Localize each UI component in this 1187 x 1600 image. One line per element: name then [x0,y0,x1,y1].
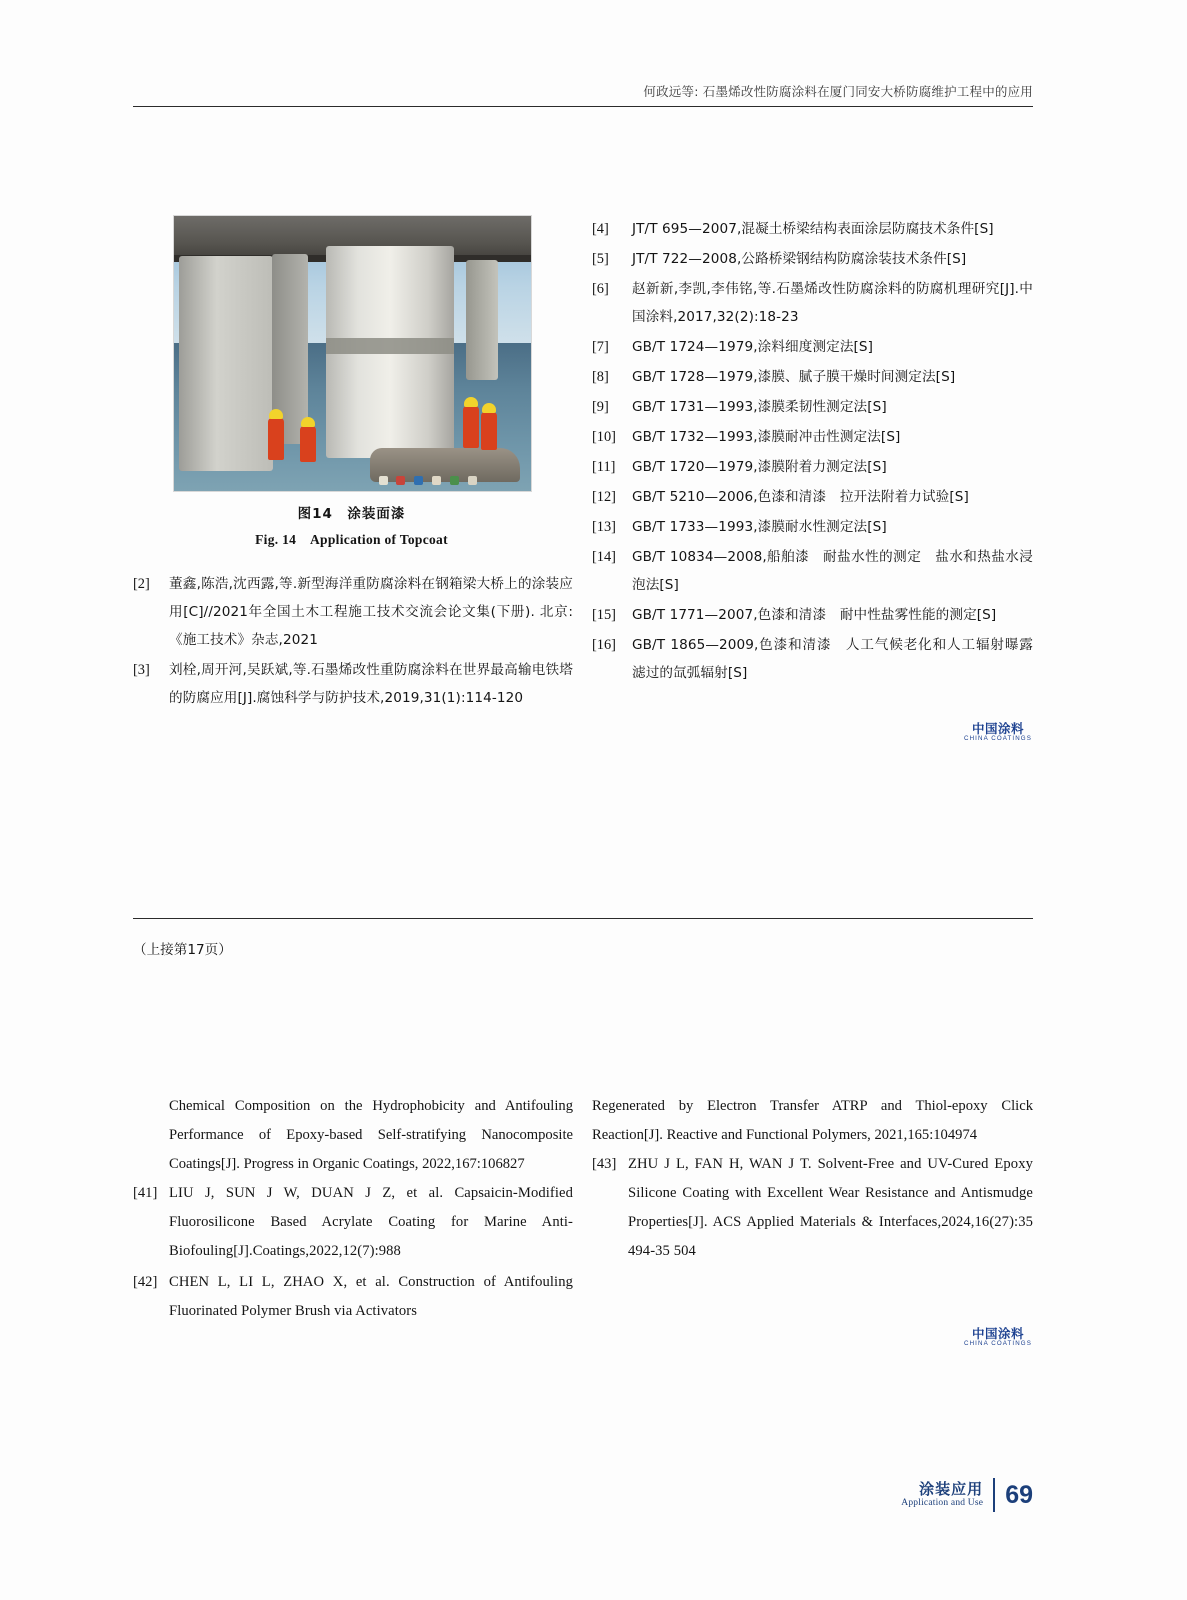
running-head: 何政远等: 石墨烯改性防腐涂料在厦门同安大桥防腐维护工程中的应用 [643,84,1033,99]
left-reference-list [133,570,573,712]
upper-left-column [133,215,573,714]
figure-caption-cn: 图14 涂装面漆 [297,506,406,522]
reference-text: ZHU J L, FAN H, WAN J T. Solvent-Free and UV-Cured Epoxy Silicone Coating with Excellent Wear Resistance and Antismudge Properties[J]. ACS Applied Materials & Interfaces,2024,16(27):35 494-35 504 [628,1156,1033,1259]
reference-number: [2] [133,576,150,592]
page-footer [901,1478,1033,1512]
reference-number: [7] [592,339,609,355]
reference-text: GB/T 1720—1979,漆膜附着力测定法[S] [632,459,887,475]
reference-item [592,393,1033,421]
reference-item [592,453,1033,481]
figure-caption-en: Fig. 14 Application of Topcoat [255,532,448,547]
reference-text: GB/T 1732—1993,漆膜耐冲击性测定法[S] [632,429,901,445]
section-divider [133,918,1033,919]
lower-left-column [133,1092,573,1328]
page-number: 69 [1005,1480,1033,1509]
reference-item [133,1179,573,1266]
reference-item [592,601,1033,629]
reference-number: [8] [592,369,609,385]
reference-item [592,275,1033,331]
figure-rock [370,448,520,482]
reference-text: LIU J, SUN J W, DUAN J Z, et al. Capsaicin-Modified Fluorosilicone Based Acrylate Coating for Marine Anti-Biofouling[J].Coatings,2022,12(7):988 [169,1185,573,1259]
reference-item [133,1268,573,1326]
reference-text: JT/T 722—2008,公路桥梁钢结构防腐涂装技术条件[S] [632,251,967,267]
reference-number: [12] [592,489,616,505]
reference-text: 刘栓,周开河,吴跃斌,等.石墨烯改性重防腐涂料在世界最高输电铁塔的防腐应用[J].腐蚀科学与防护技术,2019,31(1):114-120 [169,662,573,706]
reference-number: [42] [133,1274,158,1290]
reference-number: [14] [592,549,616,565]
reference-text: GB/T 1865—2009,色漆和清漆 人工气候老化和人工辐射曝露 滤过的氙弧辐射[S] [632,637,1047,681]
figure-pier [466,260,498,380]
reference-number: [16] [592,637,616,653]
reference-text: 董鑫,陈浩,沈西露,等.新型海洋重防腐涂料在钢箱梁大桥上的涂装应用[C]//2021年全国土木工程施工技术交流会论文集(下册). 北京:《施工技术》杂志,2021 [169,576,573,648]
continued-reference-text: Regenerated by Electron Transfer ATRP and Thiol-epoxy Click Reaction[J]. Reactive and Functional Polymers, 2021,165:104974 [592,1098,1033,1143]
continued-reference-text: Chemical Composition on the Hydrophobicity and Antifouling Performance of Epoxy-based Self-stratifying Nanocomposite Coatings[J]. Progress in Organic Coatings, 2022,167:106827 [169,1098,573,1172]
reference-number: [43] [592,1156,617,1172]
footer-section [901,1481,983,1509]
logo-label-en: CHINA COATINGS [964,735,1032,743]
reference-number: [3] [133,662,150,678]
reference-number: [10] [592,429,616,445]
figure-debris [414,476,423,485]
reference-text: GB/T 1728—1979,漆膜、腻子膜干燥时间测定法[S] [632,369,956,385]
figure-debris [468,476,477,485]
reference-number: [5] [592,251,609,267]
reference-text: 赵新新,李凯,李伟铭,等.石墨烯改性防腐涂料的防腐机理研究[J].中国涂料,2017,32(2):18-23 [632,281,1033,325]
upper-right-column [592,215,1047,689]
reference-number: [11] [592,459,616,475]
reference-text: GB/T 1771—2007,色漆和清漆 耐中性盐雾性能的测定[S] [632,607,997,623]
reference-text: GB/T 5210—2006,色漆和清漆 拉开法附着力试验[S] [632,489,969,505]
china-coatings-logo [963,1327,1033,1348]
reference-number: [4] [592,221,609,237]
right-reference-list [592,215,1047,687]
logo-label-en: CHINA COATINGS [964,1340,1032,1348]
reference-number: [9] [592,399,609,415]
reference-item [592,543,1033,599]
reference-number: [13] [592,519,616,535]
reference-item [592,631,1047,687]
reference-item [133,656,573,712]
header-divider [133,106,1033,107]
reference-item [592,333,1033,361]
figure-worker [463,406,479,448]
figure-caption [173,502,530,548]
reference-number: [41] [133,1185,158,1201]
figure-debris [432,476,441,485]
figure-debris [450,476,459,485]
reference-number: [15] [592,607,616,623]
china-coatings-logo [963,722,1033,743]
reference-text: GB/T 1733—1993,漆膜耐水性测定法[S] [632,519,887,535]
logo-label-cn: 中国涂料 [971,1326,1024,1341]
reference-text: GB/T 10834—2008,船舶漆 耐盐水性的测定 盐水和热盐水浸泡法[S] [632,549,1033,593]
figure-pier-band [326,338,454,354]
reference-text: GB/T 1731—1993,漆膜柔韧性测定法[S] [632,399,887,415]
continuation-note: （上接第17页） [133,942,232,958]
figure-worker [300,426,316,462]
reference-text: JT/T 695—2007,混凝土桥梁结构表面涂层防腐技术条件[S] [632,221,994,237]
reference-item [592,483,1033,511]
reference-item [592,423,1033,451]
reference-text: CHEN L, LI L, ZHAO X, et al. Construction of Antifouling Fluorinated Polymer Brush via Activators [169,1274,573,1319]
figure-pier [179,256,273,471]
reference-item [592,363,1033,391]
reference-item [592,245,1033,273]
logo-label-cn: 中国涂料 [971,721,1024,736]
footer-section-en: Application and Use [901,1498,984,1509]
footer-section-cn: 涂装应用 [919,1479,984,1498]
reference-text: GB/T 1724—1979,涂料细度测定法[S] [632,339,874,355]
reference-item [592,513,1033,541]
reference-item [592,1150,1033,1266]
figure-debris [379,476,388,485]
footer-divider [993,1478,995,1512]
lower-right-column [592,1092,1033,1268]
figure-worker [268,418,284,460]
figure-14-image [173,215,532,492]
reference-item [133,570,573,654]
reference-item [592,215,1033,243]
figure-debris [396,476,405,485]
figure-worker [481,412,497,450]
reference-number: [6] [592,281,609,297]
